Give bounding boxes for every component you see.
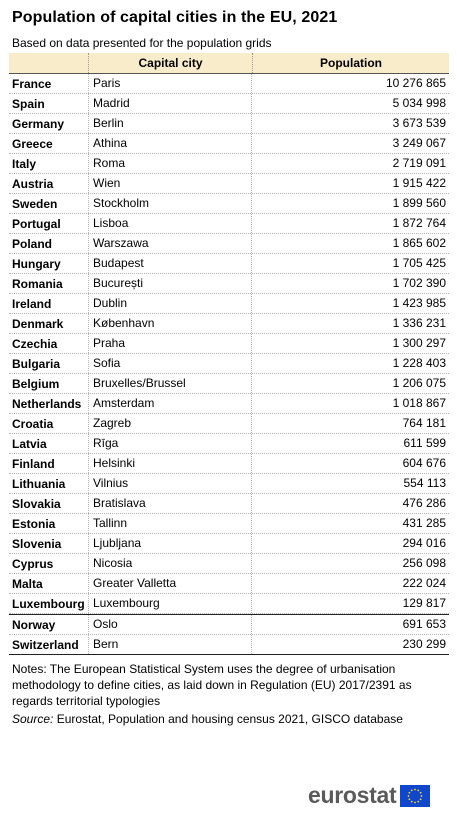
city-cell: Paris xyxy=(88,74,251,93)
page-title: Population of capital cities in the EU, 2021 xyxy=(12,9,338,26)
city-cell: Lisboa xyxy=(88,214,251,233)
table-row xyxy=(9,334,449,354)
country-cell: Poland xyxy=(12,236,53,251)
population-table xyxy=(9,53,449,655)
city-cell: Vilnius xyxy=(88,474,251,493)
population-cell: 1 018 867 xyxy=(251,394,449,413)
city-cell: Madrid xyxy=(88,94,251,113)
table-row xyxy=(9,374,449,394)
country-cell: Lithuania xyxy=(12,476,66,491)
population-cell: 554 113 xyxy=(251,474,449,493)
table-row xyxy=(9,615,449,635)
logo-text: eurostat xyxy=(308,782,397,808)
table-row xyxy=(9,635,449,655)
country-cell: Latvia xyxy=(12,436,47,451)
eu-flag-icon xyxy=(400,785,430,807)
city-cell: Bern xyxy=(88,635,251,654)
flag-star xyxy=(411,789,413,791)
country-cell: Slovenia xyxy=(12,536,62,551)
city-cell: Dublin xyxy=(88,294,251,313)
table-row xyxy=(9,534,449,554)
table-row xyxy=(9,434,449,454)
flag-star xyxy=(414,801,416,803)
country-cell: Romania xyxy=(12,276,63,291)
city-cell: Berlin xyxy=(88,114,251,133)
population-cell: 764 181 xyxy=(251,414,449,433)
flag-star xyxy=(409,791,411,793)
population-cell: 256 098 xyxy=(251,554,449,573)
city-cell: Helsinki xyxy=(88,454,251,473)
city-cell: Athina xyxy=(88,134,251,153)
population-cell: 3 673 539 xyxy=(251,114,449,133)
table-row xyxy=(9,354,449,374)
country-cell: Ireland xyxy=(12,296,52,311)
population-cell: 10 276 865 xyxy=(251,74,449,93)
population-cell: 1 865 602 xyxy=(251,234,449,253)
table-row xyxy=(9,154,449,174)
table-row xyxy=(9,94,449,114)
table-row xyxy=(9,74,449,94)
table-row xyxy=(9,414,449,434)
flag-star xyxy=(411,800,413,802)
flag-star xyxy=(408,795,410,797)
header-population: Population xyxy=(252,53,449,73)
city-cell: Rīga xyxy=(88,434,251,453)
table-row xyxy=(9,594,449,614)
city-cell: Praha xyxy=(88,334,251,353)
city-cell: București xyxy=(88,274,251,293)
table-row xyxy=(9,394,449,414)
population-cell: 1 702 390 xyxy=(251,274,449,293)
country-cell: Norway xyxy=(12,617,56,632)
table-row xyxy=(9,254,449,274)
population-cell: 611 599 xyxy=(251,434,449,453)
table-row xyxy=(9,234,449,254)
city-cell: Bruxelles/Brussel xyxy=(88,374,251,393)
eurostat-logo xyxy=(308,782,430,809)
table-row xyxy=(9,494,449,514)
country-cell: Bulgaria xyxy=(12,356,61,371)
country-cell: Estonia xyxy=(12,516,56,531)
country-cell: Belgium xyxy=(12,376,60,391)
country-cell: Netherlands xyxy=(12,396,82,411)
population-cell: 5 034 998 xyxy=(251,94,449,113)
flag-star xyxy=(414,788,416,790)
country-cell: Hungary xyxy=(12,256,61,271)
table-row xyxy=(9,314,449,334)
city-cell: Tallinn xyxy=(88,514,251,533)
country-cell: Croatia xyxy=(12,416,54,431)
country-cell: France xyxy=(12,76,52,91)
country-cell: Cyprus xyxy=(12,556,54,571)
eu-rows xyxy=(9,74,449,614)
source-text: Eurostat, Population and housing census 2021, GISCO database xyxy=(53,712,403,726)
city-cell: Luxembourg xyxy=(88,594,251,613)
city-cell: Warszawa xyxy=(88,234,251,253)
city-cell: Budapest xyxy=(88,254,251,273)
population-cell: 1 228 403 xyxy=(251,354,449,373)
population-cell: 1 705 425 xyxy=(251,254,449,273)
city-cell: Wien xyxy=(88,174,251,193)
table-row xyxy=(9,114,449,134)
table-row xyxy=(9,514,449,534)
country-cell: Portugal xyxy=(12,216,61,231)
city-cell: Nicosia xyxy=(88,554,251,573)
flag-star xyxy=(418,789,420,791)
country-cell: Luxembourg xyxy=(12,596,85,611)
population-cell: 1 872 764 xyxy=(251,214,449,233)
source-label: Source: xyxy=(12,712,54,726)
population-cell: 1 300 297 xyxy=(251,334,449,353)
population-cell: 222 024 xyxy=(251,574,449,593)
city-cell: Roma xyxy=(88,154,251,173)
city-cell: Oslo xyxy=(88,615,251,634)
table-row xyxy=(9,274,449,294)
population-cell: 2 719 091 xyxy=(251,154,449,173)
population-cell: 3 249 067 xyxy=(251,134,449,153)
population-cell: 294 016 xyxy=(251,534,449,553)
country-cell: Denmark xyxy=(12,316,64,331)
population-cell: 1 206 075 xyxy=(251,374,449,393)
table-row xyxy=(9,474,449,494)
flag-star xyxy=(418,800,420,802)
source xyxy=(12,712,403,726)
population-cell: 129 817 xyxy=(251,594,449,613)
city-cell: Amsterdam xyxy=(88,394,251,413)
table-row xyxy=(9,174,449,194)
flag-star xyxy=(420,798,422,800)
population-cell: 1 915 422 xyxy=(251,174,449,193)
country-cell: Greece xyxy=(12,136,53,151)
population-cell: 1 336 231 xyxy=(251,314,449,333)
table-row xyxy=(9,294,449,314)
notes: Notes: The European Statistical System uses the degree of urbanisation methodology to define cities, as laid down in Regulation (EU) 2017/2391 as regards territorial typologies xyxy=(12,662,412,708)
city-cell: Zagreb xyxy=(88,414,251,433)
table-header xyxy=(9,53,449,74)
city-cell: Sofia xyxy=(88,354,251,373)
population-cell: 431 285 xyxy=(251,514,449,533)
table-row xyxy=(9,454,449,474)
city-cell: København xyxy=(88,314,251,333)
city-cell: Ljubljana xyxy=(88,534,251,553)
country-cell: Finland xyxy=(12,456,55,471)
population-cell: 1 423 985 xyxy=(251,294,449,313)
table-row xyxy=(9,214,449,234)
country-cell: Italy xyxy=(12,156,37,171)
table-row xyxy=(9,574,449,594)
flag-star xyxy=(409,798,411,800)
country-cell: Spain xyxy=(12,96,45,111)
city-cell: Stockholm xyxy=(88,194,251,213)
flag-star xyxy=(420,791,422,793)
table-row xyxy=(9,134,449,154)
table-row xyxy=(9,194,449,214)
population-cell: 230 299 xyxy=(251,635,449,654)
header-capital-city: Capital city xyxy=(88,53,252,73)
country-cell: Germany xyxy=(12,116,65,131)
page-subtitle: Based on data presented for the population grids xyxy=(12,36,272,50)
country-cell: Sweden xyxy=(12,196,58,211)
table-row xyxy=(9,554,449,574)
non-eu-rows xyxy=(9,614,449,655)
population-cell: 691 653 xyxy=(251,615,449,634)
population-cell: 1 899 560 xyxy=(251,194,449,213)
country-cell: Switzerland xyxy=(12,637,79,652)
country-cell: Slovakia xyxy=(12,496,61,511)
country-cell: Czechia xyxy=(12,336,58,351)
country-cell: Malta xyxy=(12,576,43,591)
flag-star xyxy=(421,795,423,797)
population-cell: 604 676 xyxy=(251,454,449,473)
country-cell: Austria xyxy=(12,176,54,191)
city-cell: Bratislava xyxy=(88,494,251,513)
population-cell: 476 286 xyxy=(251,494,449,513)
city-cell: Greater Valletta xyxy=(88,574,251,593)
